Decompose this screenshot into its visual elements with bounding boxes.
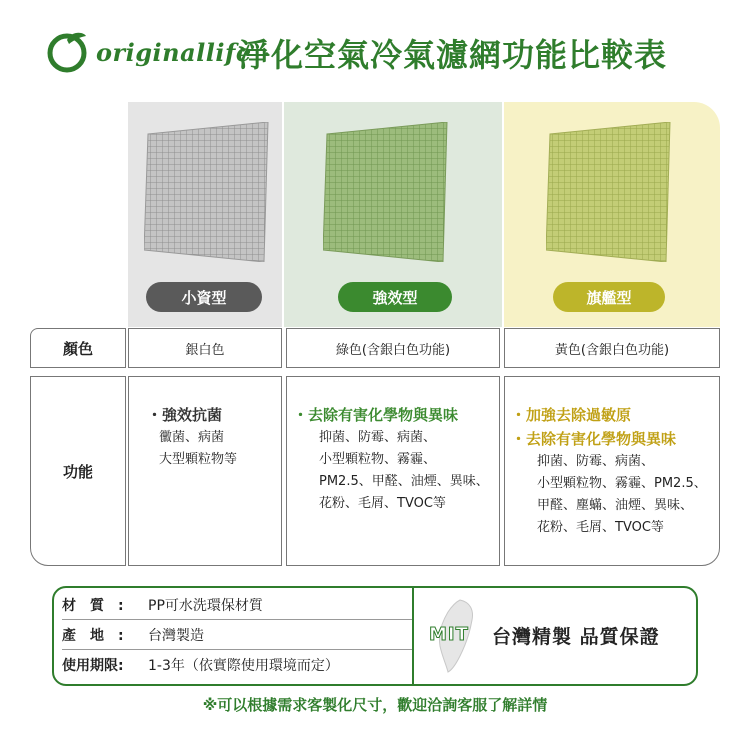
function-line: 大型顆粒物等 [159, 452, 238, 467]
filter-mesh-silver-image [144, 122, 272, 262]
spec-value: PP可水洗環保材質 [148, 598, 263, 614]
leaf-circle-logo-icon [44, 28, 90, 74]
color-cell-flagship: 黃色(含銀白色功能) [504, 328, 720, 368]
function-line: 花粉、毛屑、TVOC等 [537, 520, 664, 535]
spec-key: 產地: [62, 628, 138, 644]
footer-note: ※可以根據需求客製化尺寸，歡迎洽詢客服了解詳情 [202, 696, 548, 714]
function-cell-basic [128, 376, 282, 566]
spec-period [62, 652, 339, 678]
color-cell-strong: 綠色(含銀白色功能) [286, 328, 500, 368]
spec-material [62, 592, 263, 618]
mit-label: MIT [429, 624, 469, 645]
function-line: 抑菌、防霉、病菌、 [319, 430, 437, 445]
row-label-function: 功能 [30, 376, 126, 566]
brand-name: originallife [96, 38, 252, 67]
spec-value: 台灣製造 [148, 628, 204, 644]
function-line: 抑菌、防霉、病菌、 [537, 454, 655, 469]
spec-rule [62, 619, 412, 620]
filter-mesh-yellow-image [546, 122, 674, 262]
function-line: 小型顆粒物、霧霾、PM2.5、 [537, 476, 707, 491]
bullet: ・ [511, 430, 527, 448]
bullet: ・ [511, 406, 527, 424]
page-title: 淨化空氣冷氣濾網功能比較表 [238, 36, 668, 74]
row-label-color: 顏色 [30, 328, 126, 368]
filter-mesh-green-image [323, 122, 451, 262]
spec-key: 材質: [62, 598, 138, 614]
spec-value: 1-3年（依實際使用環境而定） [148, 658, 339, 674]
function-line: 花粉、毛屑、TVOC等 [319, 496, 446, 511]
product-label-strong: 強效型 [338, 282, 452, 312]
function-heading: 去除有害化學物與異味 [526, 430, 677, 448]
bullet: ・ [293, 406, 309, 424]
function-line: 甲醛、塵蟎、油煙、異味、 [537, 498, 694, 513]
function-cell-flagship [504, 376, 720, 566]
function-line: 黴菌、病菌 [159, 430, 225, 445]
function-heading: 強效抗菌 [162, 406, 223, 424]
function-heading: 去除有害化學物與異味 [308, 406, 459, 424]
function-heading: 加強去除過敏原 [526, 406, 632, 424]
product-label-flagship: 旗艦型 [553, 282, 665, 312]
quality-slogan: 台灣精製 品質保證 [492, 626, 660, 648]
function-line: 小型顆粒物、霧霾、 [319, 452, 437, 467]
function-line: PM2.5、甲醛、油煙、異味、 [319, 474, 489, 489]
spec-key: 使用期限: [62, 658, 124, 674]
product-label-basic: 小資型 [146, 282, 262, 312]
spec-rule [62, 649, 412, 650]
spec-divider [412, 588, 414, 684]
spec-origin [62, 622, 204, 648]
color-cell-basic: 銀白色 [128, 328, 282, 368]
function-cell-strong [286, 376, 500, 566]
bullet: ・ [147, 406, 163, 424]
